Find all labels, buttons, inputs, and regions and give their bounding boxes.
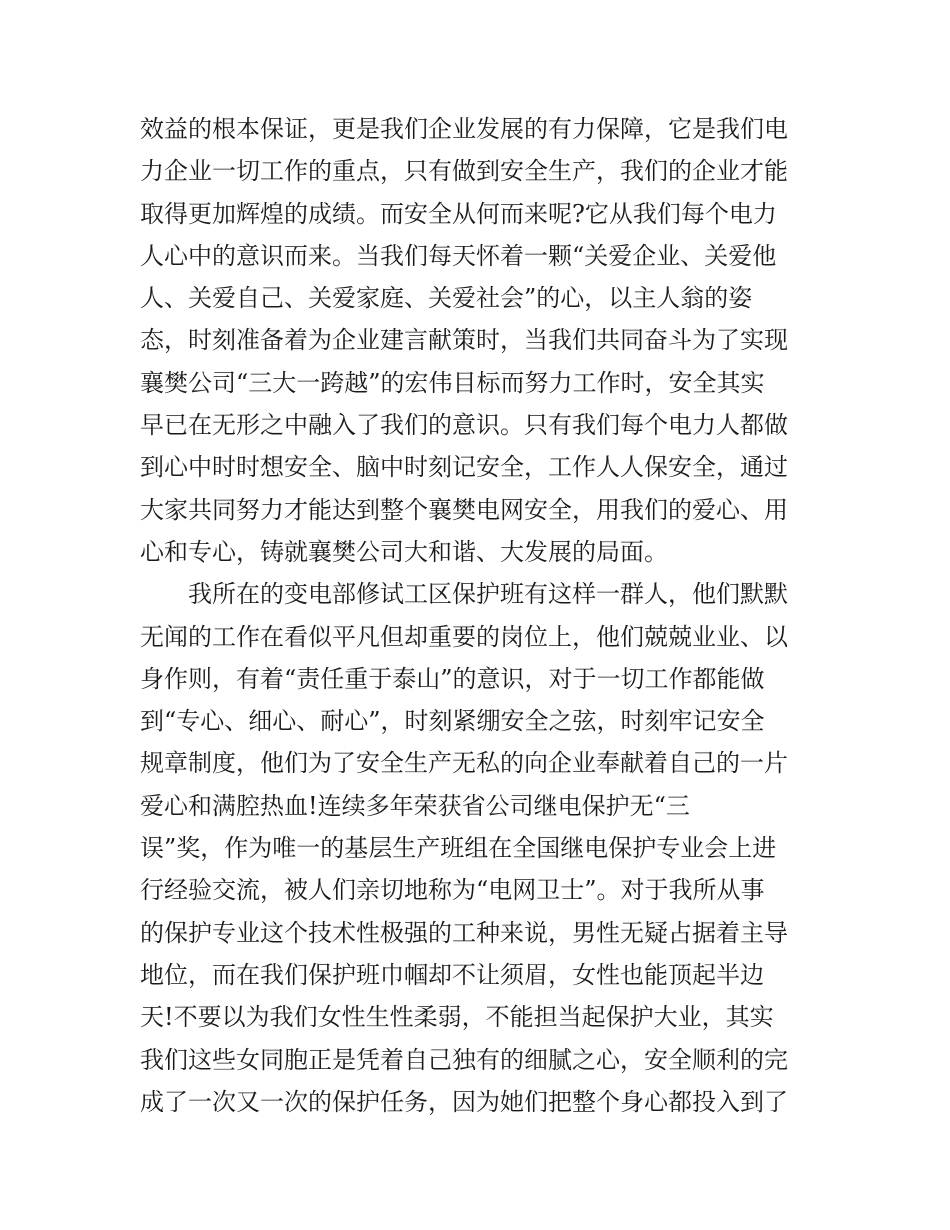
text-line: 襄樊公司“三大一跨越”的宏伟目标而努力工作时，安全其实: [140, 368, 765, 397]
text-line: 我们这些女同胞正是凭着自己独有的细腻之心，安全顺利的完: [140, 1045, 788, 1074]
text-line: 到“专心、细心、耐心”，时刻紧绷安全之弦，时刻牢记安全: [140, 707, 765, 736]
text-line: 行经验交流，被人们亲切地称为“电网卫士”。对于我所从事: [140, 876, 765, 905]
text-line: 早已在无形之中融入了我们的意识。只有我们每个电力人都做: [140, 411, 788, 440]
text-line: 效益的根本保证，更是我们企业发展的有力保障，它是我们电: [140, 115, 788, 143]
text-line: 成了一次又一次的保护任务，因为她们把整个身心都投入到了: [140, 1087, 788, 1116]
text-line: 力企业一切工作的重点，只有做到安全生产，我们的企业才能: [140, 157, 788, 186]
text-line: 规章制度，他们为了安全生产无私的向企业奉献着自己的一片: [140, 749, 788, 778]
text-line: 人心中的意识而来。当我们每天怀着一颗“关爱企业、关爱他: [140, 241, 777, 270]
text-line: 取得更加辉煌的成绩。而安全从何而来呢?它从我们每个电力: [140, 199, 777, 228]
text-line: 天!不要以为我们女性生性柔弱，不能担当起保护大业，其实: [140, 1003, 774, 1032]
text-line: 误”奖，作为唯一的基层生产班组在全国继电保护专业会上进: [140, 834, 777, 863]
text-line: 到心中时时想安全、脑中时刻记安全，工作人人保安全，通过: [140, 453, 788, 482]
body-text: [140, 108, 820, 1123]
text-line: 无闻的工作在看似平凡但却重要的岗位上，他们兢兢业业、以: [140, 622, 788, 651]
text-line: 爱心和满腔热血!连续多年荣获省公司继电保护无“三: [140, 791, 690, 820]
text-line: 地位，而在我们保护班巾帼却不让须眉，女性也能顶起半边: [140, 960, 764, 989]
text-line: 大家共同努力才能达到整个襄樊电网安全，用我们的爱心、用: [140, 495, 788, 524]
text-line: 的保护专业这个技术性极强的工种来说，男性无疑占据着主导: [140, 918, 788, 947]
text-line: 人、关爱自己、关爱家庭、关爱社会”的心，以主人翁的姿: [140, 284, 753, 313]
text-line: 心和专心，铸就襄樊公司大和谐、大发展的局面。: [140, 537, 668, 566]
text-line: 身作则，有着“责任重于泰山”的意识，对于一切工作都能做: [140, 664, 765, 693]
text-line: 态，时刻准备着为企业建言献策时，当我们共同奋斗为了实现: [140, 326, 788, 355]
text-line: 我所在的变电部修试工区保护班有这样一群人，他们默默: [140, 580, 788, 609]
